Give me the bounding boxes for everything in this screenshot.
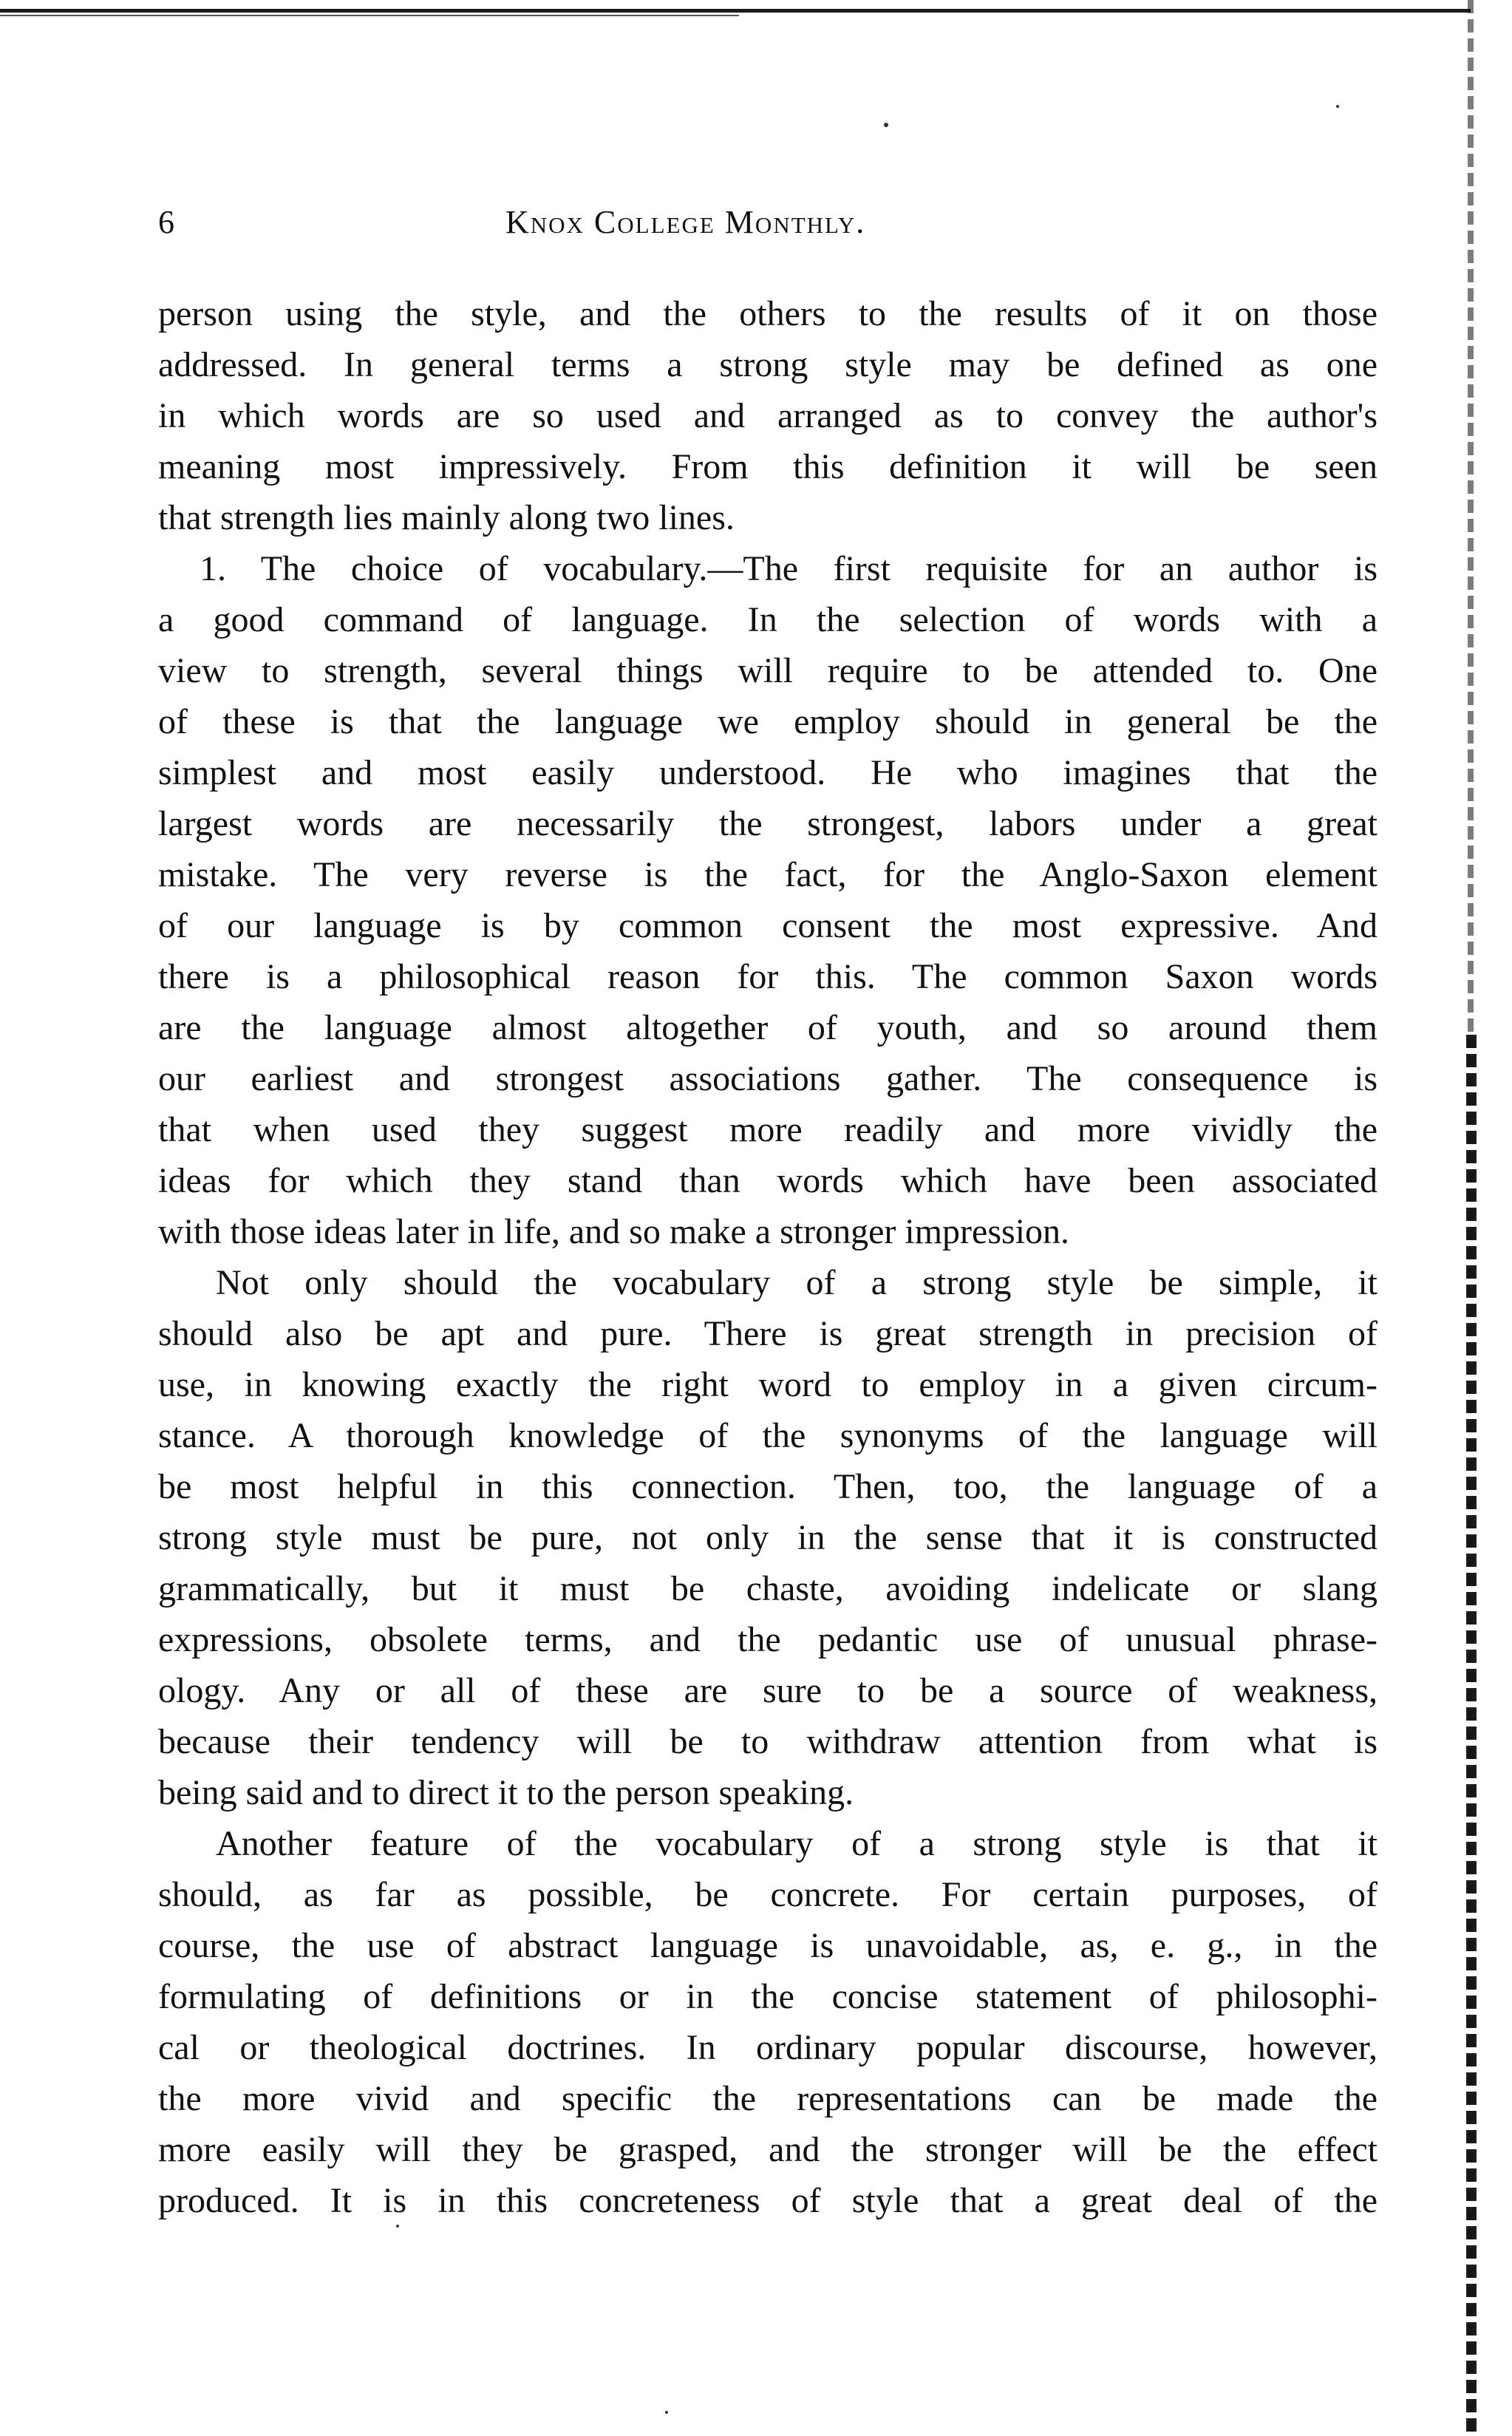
text-line: strong style must be pure, not only in the sense that it is constructed bbox=[158, 1518, 1378, 1557]
print-speck bbox=[665, 2411, 668, 2414]
text-line: mistake. The very reverse is the fact, for the Anglo-Saxon element bbox=[158, 855, 1378, 894]
text-line: that strength lies mainly along two lines. bbox=[158, 498, 735, 537]
text-line: view to strength, several things will require to be attended to. One bbox=[158, 651, 1378, 690]
text-line: ideas for which they stand than words which have been associated bbox=[158, 1161, 1378, 1200]
print-speck bbox=[396, 2225, 399, 2228]
text-line: largest words are necessarily the strongest, labors under a great bbox=[158, 804, 1378, 843]
text-line: 1. The choice of vocabulary.—The first requisite for an author is bbox=[200, 549, 1378, 588]
text-line: of these is that the language we employ should in general be the bbox=[158, 702, 1378, 741]
text-line: should, as far as possible, be concrete. For certain purposes, of bbox=[158, 1875, 1378, 1914]
page-edge-spine-dark bbox=[1466, 1035, 1477, 2436]
text-line: in which words are so used and arranged as to convey the author's bbox=[158, 396, 1378, 435]
text-line: because their tendency will be to withdraw attention from what is bbox=[158, 1722, 1378, 1761]
text-line: more easily will they be grasped, and the stronger will be the effect bbox=[158, 2130, 1378, 2169]
text-line: meaning most impressively. From this definition it will be seen bbox=[158, 447, 1378, 486]
text-line: that when used they suggest more readily and more vividly the bbox=[158, 1110, 1378, 1149]
text-line: stance. A thorough knowledge of the synonyms of the language will bbox=[158, 1416, 1378, 1455]
print-speck bbox=[884, 123, 888, 127]
print-speck bbox=[1336, 105, 1339, 108]
text-line: produced. It is in this concreteness of style that a great deal of the bbox=[158, 2181, 1378, 2220]
text-line: use, in knowing exactly the right word to employ in a given circum- bbox=[158, 1365, 1378, 1404]
text-line: our earliest and strongest associations gather. The consequence is bbox=[158, 1059, 1378, 1098]
text-line: expressions, obsolete terms, and the pedantic use of unusual phrase- bbox=[158, 1620, 1378, 1659]
page-header bbox=[158, 197, 1363, 248]
text-line: grammatically, but it must be chaste, avoiding indelicate or slang bbox=[158, 1569, 1378, 1608]
text-line: being said and to direct it to the person speaking. bbox=[158, 1773, 854, 1812]
text-line: a good command of language. In the selection of words with a bbox=[158, 600, 1378, 639]
text-line: person using the style, and the others to the results of it on those bbox=[158, 294, 1378, 333]
text-line: formulating of definitions or in the concise statement of philosophi- bbox=[158, 1977, 1378, 2016]
text-line: the more vivid and specific the representations can be made the bbox=[158, 2079, 1378, 2118]
text-line: are the language almost altogether of youth, and so around them bbox=[158, 1008, 1378, 1047]
body-text bbox=[158, 288, 1378, 2226]
text-line: be most helpful in this connection. Then, too, the language of a bbox=[158, 1467, 1378, 1506]
text-line: Not only should the vocabulary of a strong style be simple, it bbox=[216, 1263, 1378, 1302]
text-line: simplest and most easily understood. He who imagines that the bbox=[158, 753, 1378, 792]
text-line: of our language is by common consent the most expressive. And bbox=[158, 906, 1378, 945]
text-line: course, the use of abstract language is unavoidable, as, e. g., in the bbox=[158, 1926, 1378, 1965]
text-line: addressed. In general terms a strong style may be defined as one bbox=[158, 345, 1378, 384]
text-line: there is a philosophical reason for this. The common Saxon words bbox=[158, 957, 1378, 996]
page-number: 6 bbox=[158, 204, 174, 240]
text-line: Another feature of the vocabulary of a strong style is that it bbox=[216, 1824, 1378, 1863]
top-border-thin-rule bbox=[0, 15, 739, 16]
text-line: cal or theological doctrines. In ordinary popular discourse, however, bbox=[158, 2028, 1378, 2067]
text-line: should also be apt and pure. There is great strength in precision of bbox=[158, 1314, 1378, 1353]
top-border-rule bbox=[0, 9, 1471, 13]
text-line: with those ideas later in life, and so make a stronger impression. bbox=[158, 1212, 1070, 1251]
text-line: ology. Any or all of these are sure to be a source of weakness, bbox=[158, 1671, 1378, 1710]
running-head: Knox College Monthly. bbox=[505, 204, 866, 240]
